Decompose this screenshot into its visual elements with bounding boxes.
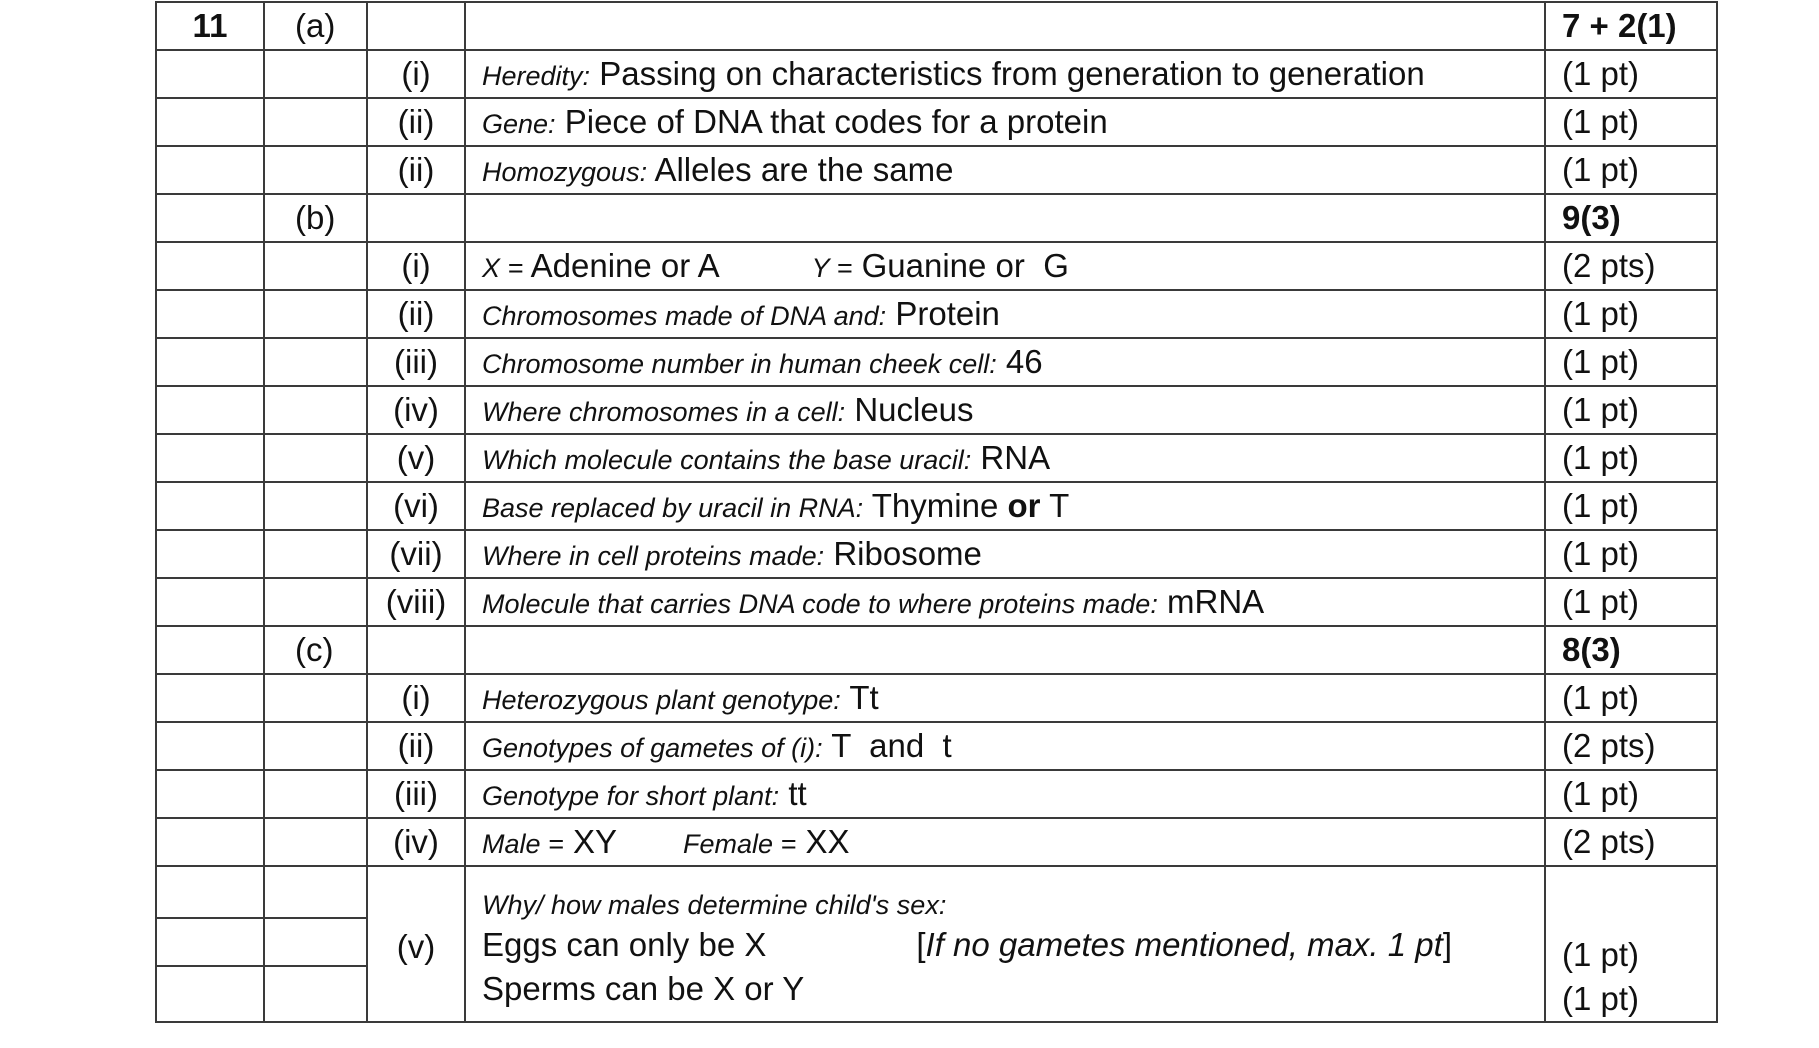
empty-cell (264, 50, 367, 98)
points: (1 pt) (1545, 578, 1717, 626)
part-label: (a) (264, 2, 367, 50)
part-label: (c) (264, 626, 367, 674)
subpart-label: (ii) (367, 98, 465, 146)
points: (1 pt) (1545, 434, 1717, 482)
table-row (156, 866, 1717, 1022)
empty-cell (156, 194, 264, 242)
subpart-label: (iii) (367, 338, 465, 386)
points: (1 pt) (1545, 530, 1717, 578)
table-row (156, 338, 1717, 386)
subpart-label: (vii) (367, 530, 465, 578)
part-total: 8(3) (1545, 626, 1717, 674)
empty-cell (264, 290, 367, 338)
answer-cell (465, 674, 1545, 722)
points: (1 pt) (1545, 338, 1717, 386)
empty-cell (156, 386, 264, 434)
empty-cell (264, 674, 367, 722)
table-row (156, 98, 1717, 146)
empty-cell (367, 626, 465, 674)
points: (1 pt) (1545, 674, 1717, 722)
answer-text: RNA (980, 438, 1051, 476)
answer-text: Tt (849, 678, 879, 716)
prompt-text: Heterozygous plant genotype: (482, 684, 841, 715)
empty-cell (264, 434, 367, 482)
split-cell (264, 866, 367, 1022)
table-row (156, 722, 1717, 770)
empty-cell (156, 626, 264, 674)
answer-cell (465, 290, 1545, 338)
answer-cell (465, 50, 1545, 98)
empty-cell (156, 290, 264, 338)
empty-cell (156, 530, 264, 578)
empty-cell (156, 338, 264, 386)
points: (1 pt) (1545, 50, 1717, 98)
answer-text: Alleles are the same (654, 150, 954, 188)
empty-cell (156, 98, 264, 146)
empty-cell (264, 338, 367, 386)
part-total: 9(3) (1545, 194, 1717, 242)
prompt-text: Homozygous: (482, 156, 648, 187)
answer-text: Piece of DNA that codes for a protein (564, 102, 1108, 140)
answer-text: 46 (1005, 342, 1043, 380)
empty-cell (264, 482, 367, 530)
question-number: 11 (156, 2, 264, 50)
prompt-text: Genotypes of gametes of (i): (482, 732, 823, 763)
subpart-label: (i) (367, 674, 465, 722)
table-row (156, 194, 1717, 242)
subpart-label: (i) (367, 242, 465, 290)
points: (1 pt) (1562, 980, 1640, 1017)
answer-cell (465, 578, 1545, 626)
answer-text: T (1049, 486, 1070, 524)
points: (1 pt) (1545, 98, 1717, 146)
points: (2 pts) (1545, 818, 1717, 866)
table-row (156, 770, 1717, 818)
note-bracket: [ (916, 926, 926, 963)
answer-cell (465, 338, 1545, 386)
empty-cell (156, 50, 264, 98)
subpart-label: (i) (367, 50, 465, 98)
table-row (156, 290, 1717, 338)
table-row (156, 386, 1717, 434)
table-row (156, 818, 1717, 866)
answer-text: tt (788, 774, 807, 812)
answer-text: Thymine (871, 486, 999, 524)
answer-text: Passing on characteristics from generation to generation (599, 54, 1425, 92)
points: (2 pts) (1545, 242, 1717, 290)
split-cell (156, 866, 264, 1022)
subpart-label: (viii) (367, 578, 465, 626)
subpart-label: (iv) (367, 818, 465, 866)
empty-cell (264, 530, 367, 578)
prompt-text: Chromosome number in human cheek cell: (482, 348, 997, 379)
points: (1 pt) (1545, 146, 1717, 194)
answer-cell (465, 146, 1545, 194)
table-row (156, 146, 1717, 194)
table-row (156, 578, 1717, 626)
answer-text: Adenine or A (530, 246, 720, 284)
table-row (156, 530, 1717, 578)
points: (1 pt) (1545, 290, 1717, 338)
empty-cell (367, 2, 465, 50)
prompt-text: Base replaced by uracil in RNA: (482, 492, 864, 523)
subpart-label: (ii) (367, 290, 465, 338)
answer-text: Nucleus (854, 390, 974, 428)
subpart-label: (v) (367, 866, 465, 1022)
table-row (156, 434, 1717, 482)
prompt-text: X = (482, 252, 524, 283)
table-row (156, 626, 1717, 674)
note-bracket: ] (1442, 926, 1452, 963)
empty-cell (264, 146, 367, 194)
mark-scheme-table (155, 1, 1718, 1023)
marking-note: If no gametes mentioned, max. 1 pt (925, 926, 1443, 963)
table-row (156, 242, 1717, 290)
empty-cell (264, 722, 367, 770)
empty-cell (156, 818, 264, 866)
table-row (156, 2, 1717, 50)
empty-cell (156, 770, 264, 818)
table-row (156, 482, 1717, 530)
empty-cell (264, 98, 367, 146)
answer-cell (465, 722, 1545, 770)
subpart-label: (iv) (367, 386, 465, 434)
prompt-text: Y = (811, 252, 853, 283)
points: (2 pts) (1545, 722, 1717, 770)
empty-cell (264, 770, 367, 818)
points: (1 pt) (1545, 482, 1717, 530)
part-total: 7 + 2(1) (1545, 2, 1717, 50)
subpart-label: (iii) (367, 770, 465, 818)
empty-cell (156, 674, 264, 722)
answer-text: mRNA (1167, 582, 1265, 620)
subpart-label: (ii) (367, 722, 465, 770)
answer-cell (465, 386, 1545, 434)
answer-cell (465, 818, 1545, 866)
empty-cell (156, 242, 264, 290)
subpart-label: (ii) (367, 146, 465, 194)
answer-text: Eggs can only be X (482, 926, 767, 963)
empty-cell (367, 194, 465, 242)
subpart-label: (v) (367, 434, 465, 482)
prompt-text: Which molecule contains the base uracil: (482, 444, 972, 475)
answer-cell (465, 242, 1545, 290)
points: (1 pt) (1562, 936, 1640, 973)
answer-text: Guanine or G (861, 246, 1069, 284)
empty-cell (465, 194, 1545, 242)
answer-text: XX (805, 822, 850, 860)
empty-cell (465, 2, 1545, 50)
empty-cell (465, 626, 1545, 674)
table-row (156, 674, 1717, 722)
empty-cell (156, 722, 264, 770)
prompt-text: Male = (482, 828, 564, 859)
points: (1 pt) (1545, 770, 1717, 818)
empty-cell (264, 242, 367, 290)
prompt-text: Molecule that carries DNA code to where proteins made: (482, 588, 1158, 619)
answer-text: Ribosome (833, 534, 982, 572)
or-connector: or (1007, 486, 1041, 524)
prompt-text: Genotype for short plant: (482, 780, 780, 811)
points: (1 pt) (1545, 386, 1717, 434)
prompt-text: Where chromosomes in a cell: (482, 396, 846, 427)
answer-cell (465, 530, 1545, 578)
answer-text: XY (572, 822, 617, 860)
answer-text: Protein (895, 294, 1000, 332)
subpart-label: (vi) (367, 482, 465, 530)
answer-cell (465, 98, 1545, 146)
part-label: (b) (264, 194, 367, 242)
prompt-text: Gene: (482, 108, 556, 139)
empty-cell (156, 434, 264, 482)
answer-cell (465, 770, 1545, 818)
answer-cell (465, 866, 1545, 1022)
prompt-text: Where in cell proteins made: (482, 540, 825, 571)
prompt-text: Heredity: (482, 60, 591, 91)
empty-cell (156, 482, 264, 530)
empty-cell (264, 386, 367, 434)
answer-text: Sperms can be X or Y (482, 970, 805, 1007)
empty-cell (264, 818, 367, 866)
prompt-text: Chromosomes made of DNA and: (482, 300, 887, 331)
empty-cell (264, 578, 367, 626)
answer-text: T and t (831, 726, 952, 764)
prompt-text: Why/ how males determine child's sex: (482, 890, 947, 920)
answer-cell (465, 482, 1545, 530)
prompt-text: Female = (683, 828, 797, 859)
table-row (156, 50, 1717, 98)
points-cell (1545, 866, 1717, 1022)
empty-cell (156, 146, 264, 194)
empty-cell (156, 578, 264, 626)
answer-cell (465, 434, 1545, 482)
